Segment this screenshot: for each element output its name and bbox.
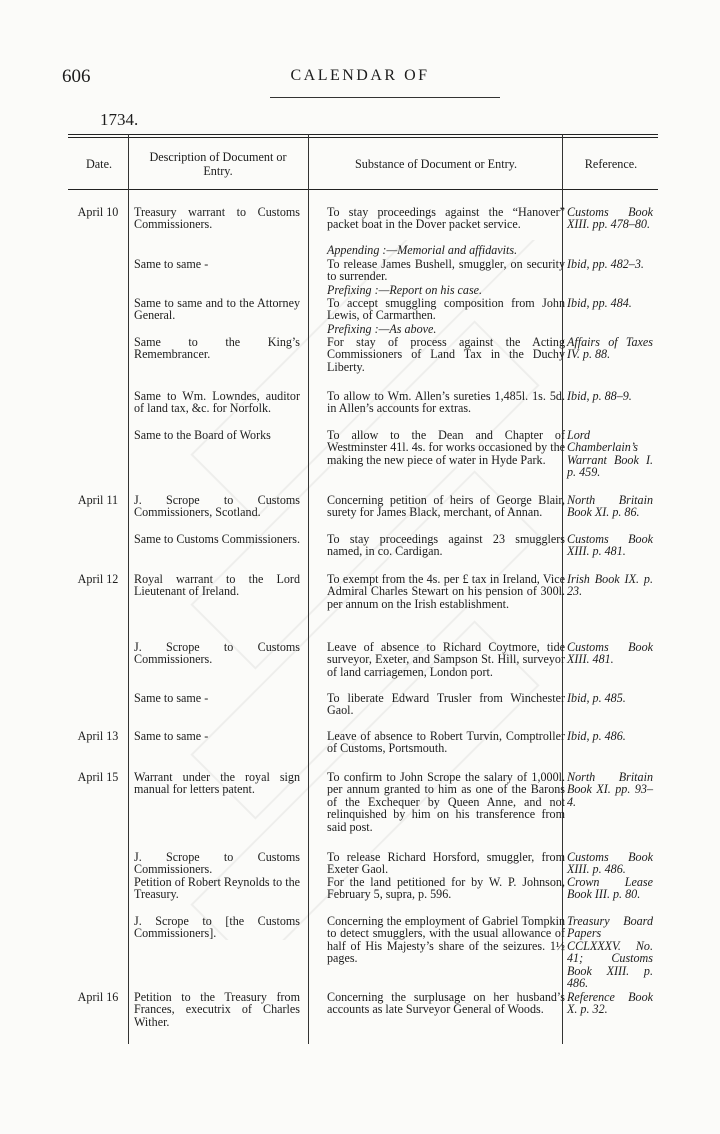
entry-substance: To stay proceedings against the “Hanover” packet boat in the Dover packet service. xyxy=(327,205,565,232)
entry-description: Royal warrant to the Lord Lieutenant of Ireland. xyxy=(134,572,300,599)
running-head: CALENDAR OF xyxy=(290,67,430,84)
entry-date: April 10 xyxy=(77,205,119,219)
table-header-rule xyxy=(68,189,658,190)
header-reference: Reference. xyxy=(584,156,638,171)
entry-substance: To liberate Edward Trusler from Winchester Gaol. xyxy=(327,691,565,718)
entry-substance: To release James Bushell, smuggler, on security to surrender. xyxy=(327,257,565,284)
entry-reference: North Britain Book XI. pp. 93–4. xyxy=(567,770,653,809)
entry-reference: Lord Chamberlain’s Warrant Book I. p. 459. xyxy=(567,428,653,480)
entry-reference: Treasury Board Papers CCLXXXV. No. 41; Customs Book XIII. p. 486. xyxy=(567,914,653,991)
entry-description: Same to Customs Commissioners. xyxy=(134,532,300,546)
entry-description: Same to same and to the Attorney General. xyxy=(134,296,300,323)
entry-substance: To stay proceedings against 23 smugglers named, in co. Cardigan. xyxy=(327,532,565,559)
entry-reference: Customs Book XIII. p. 486. xyxy=(567,850,653,877)
entry-reference: Affairs of Taxes IV. p. 88. xyxy=(567,335,653,362)
entry-substance: For the land petitioned for by W. P. Johnson, February 5, supra, p. 596. xyxy=(327,875,565,902)
entry-reference: Customs Book XIII. p. 481. xyxy=(567,532,653,559)
entry-date: April 12 xyxy=(77,572,119,586)
entry-description: Petition to the Treasury from Frances, executrix of Charles Wither. xyxy=(134,990,300,1029)
entry-description: J. Scrope to Customs Commissioners. xyxy=(134,850,300,877)
entry-substance: Leave of absence to Richard Coytmore, tide surveyor, Exeter, and Sampson St. Hill, surveyor of land carriagemen, London port. xyxy=(327,640,565,679)
entry-substance: Leave of absence to Robert Turvin, Comptroller of Customs, Portsmouth. xyxy=(327,729,565,756)
header-date: Date. xyxy=(85,156,113,171)
entry-substance: Concerning the surplusage on her husband’s accounts as late Surveyor General of Woods. xyxy=(327,990,565,1017)
entry-description: Same to same - xyxy=(134,691,209,705)
page-number: 606 xyxy=(62,66,91,87)
entry-reference: Reference Book X. p. 32. xyxy=(567,990,653,1017)
entry-note: Prefixing :—Report on his case. xyxy=(327,283,483,297)
entry-description: Same to the King’s Remembrancer. xyxy=(134,335,300,362)
entry-description: J. Scrope to Customs Commissioners. xyxy=(134,640,300,667)
column-divider-description xyxy=(308,134,309,1044)
header-rule xyxy=(270,97,500,98)
entry-description: J. Scrope to [the Customs Commissioners]. xyxy=(134,914,300,941)
entry-substance: To accept smuggling composition from John Lewis, of Carmarthen. xyxy=(327,296,565,323)
entry-reference: Ibid, p. 486. xyxy=(567,729,626,743)
entry-date: April 15 xyxy=(77,770,119,784)
entry-reference: Ibid, pp. 482–3. xyxy=(567,257,644,271)
entry-date: April 13 xyxy=(77,729,119,743)
entry-substance: To release Richard Horsford, smuggler, from Exeter Gaol. xyxy=(327,850,565,877)
entry-substance: Concerning petition of heirs of George Blair, surety for James Black, merchant, of Annan. xyxy=(327,493,565,520)
entry-note: Appending :—Memorial and affidavits. xyxy=(327,243,518,257)
entry-reference: North Britain Book XI. p. 86. xyxy=(567,493,653,520)
entry-reference: Ibid, pp. 484. xyxy=(567,296,632,310)
year-heading: 1734. xyxy=(100,110,139,129)
entry-reference: Ibid, p. 88–9. xyxy=(567,389,632,403)
header-substance: Substance of Document or Entry. xyxy=(354,156,517,171)
entry-reference: Ibid, p. 485. xyxy=(567,691,626,705)
header-description: Description of Document or Entry. xyxy=(149,149,287,178)
entry-reference: Customs Book XIII. 481. xyxy=(567,640,653,667)
entry-note: Prefixing :—As above. xyxy=(327,322,437,336)
entry-description: Treasury warrant to Customs Commissioners. xyxy=(134,205,300,232)
entry-description: Same to Wm. Lowndes, auditor of land tax, &c. for Norfolk. xyxy=(134,389,300,416)
entry-description: Same to same - xyxy=(134,729,209,743)
entry-substance: To allow to the Dean and Chapter of Westminster 41l. 4s. for works occasioned by the making the new piece of water in Hyde Park. xyxy=(327,428,565,467)
table-top-rule xyxy=(68,134,658,135)
entry-description: Same to same - xyxy=(134,257,209,271)
entry-reference: Customs Book XIII. pp. 478–80. xyxy=(567,205,653,232)
entry-date: April 11 xyxy=(77,493,119,507)
entry-substance: For stay of process against the Acting Commissioners of Land Tax in the Duchy Liberty. xyxy=(327,335,565,374)
entry-substance: To exempt from the 4s. per £ tax in Ireland, Vice Admiral Charles Stewart on his pension of 300l. per annum on the Irish establishment. xyxy=(327,572,565,611)
entry-substance: Concerning the employment of Gabriel Tompkin to detect smugglers, with the usual allowance of half of His Majesty’s share of the seizures. 1½ pages. xyxy=(327,914,565,966)
entry-description: Petition of Robert Reynolds to the Treasury. xyxy=(134,875,300,902)
entry-reference: Crown Lease Book III. p. 80. xyxy=(567,875,653,902)
entry-substance: To confirm to John Scrope the salary of 1,000l. per annum granted to him as one of the Barons of the Exchequer by Queen Anne, and not relinquished by him on his transference from said post. xyxy=(327,770,565,834)
entry-reference: Irish Book IX. p. 23. xyxy=(567,572,653,599)
entry-description: Warrant under the royal sign manual for letters patent. xyxy=(134,770,300,797)
entry-description: J. Scrope to Customs Commissioners, Scotland. xyxy=(134,493,300,520)
column-divider-date xyxy=(128,134,129,1044)
entry-substance: To allow to Wm. Allen’s sureties 1,485l. 1s. 5d. in Allen’s accounts for extras. xyxy=(327,389,565,416)
entry-description: Same to the Board of Works xyxy=(134,428,271,442)
entry-date: April 16 xyxy=(77,990,119,1004)
